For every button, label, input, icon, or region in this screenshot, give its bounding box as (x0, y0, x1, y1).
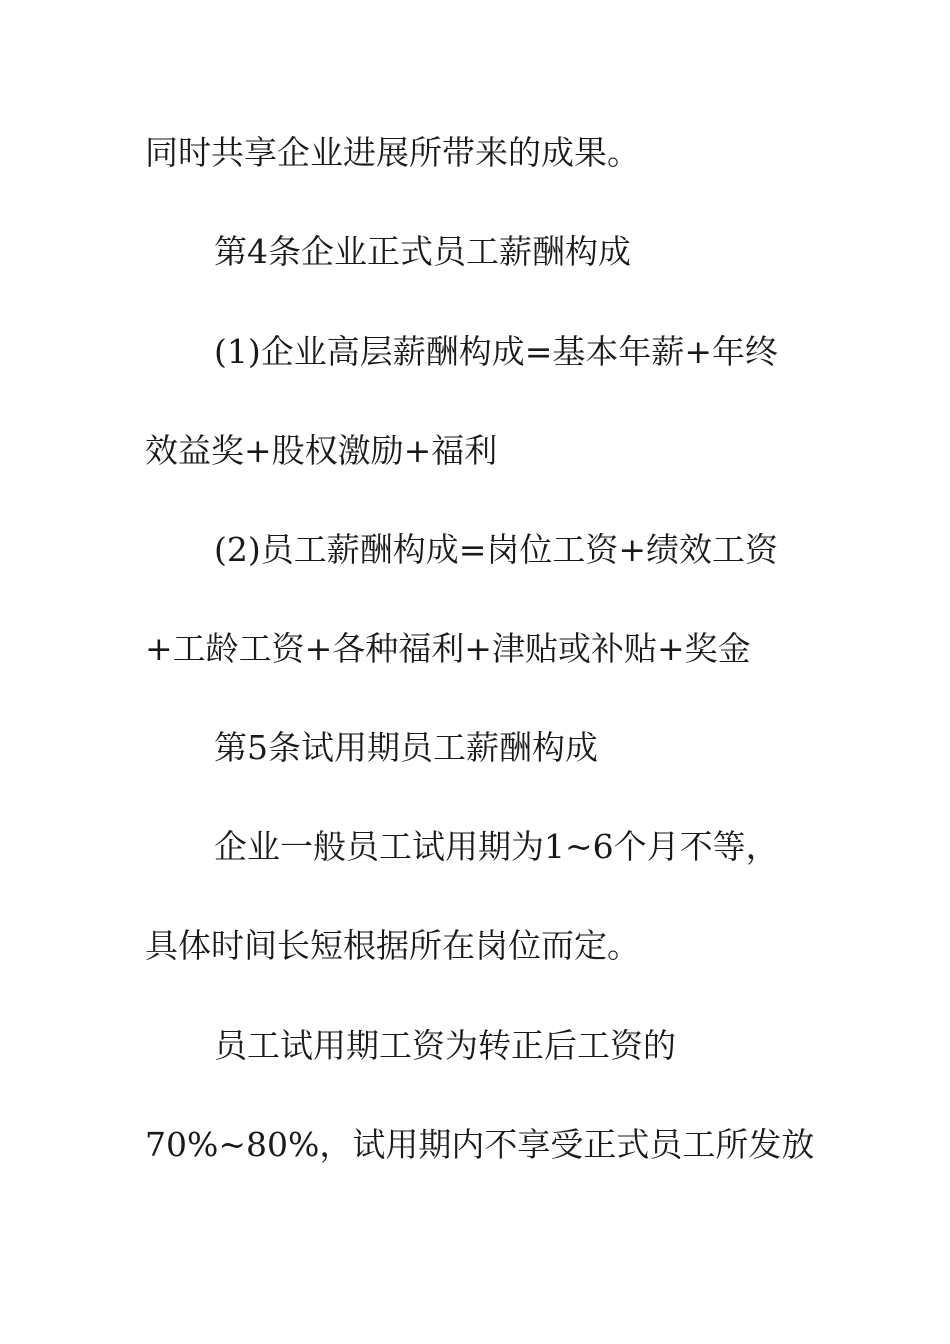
paragraph-line: 员工试用期工资为转正后工资的 (214, 1026, 676, 1065)
paragraph-line: 同时共享企业进展所带来的成果。 (145, 133, 640, 172)
list-item-line: +工龄工资+各种福利+津贴或补贴+奖金 (145, 629, 751, 668)
paragraph-line: 企业一般员工试用期为1~6个月不等， (214, 827, 779, 866)
list-item-line: (1)企业高层薪酬构成=基本年薪+年终 (214, 332, 779, 371)
paragraph-line: 70%~80%，试用期内不享受正式员工所发放 (145, 1125, 815, 1164)
article-heading: 第4条企业正式员工薪酬构成 (214, 232, 631, 271)
list-item-line: 效益奖+股权激励+福利 (145, 431, 498, 470)
list-item-line: (2)员工薪酬构成=岗位工资+绩效工资 (214, 530, 779, 569)
paragraph-line: 具体时间长短根据所在岗位而定。 (145, 926, 640, 965)
article-heading: 第5条试用期员工薪酬构成 (214, 728, 598, 767)
